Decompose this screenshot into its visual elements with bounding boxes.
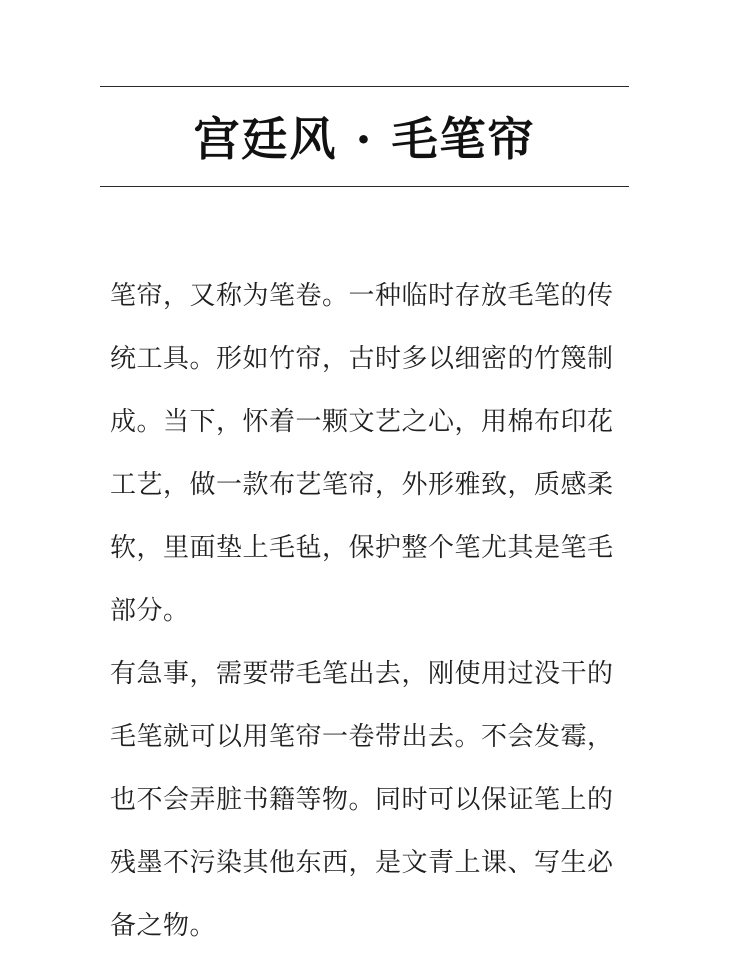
text-line: 备之物。 — [110, 911, 217, 941]
text-line: 也不会弄脏书籍等物。同时可以保证笔上的 — [110, 785, 614, 815]
text-line: 残墨不污染其他东西，是文青上课、写生必 — [110, 848, 614, 878]
paragraph — [110, 648, 630, 963]
article-body — [110, 270, 630, 963]
text-line: 有急事，需要带毛笔出去，刚使用过没干的 — [110, 659, 614, 689]
title-rule-top — [100, 86, 629, 87]
text-line: 成。当下，怀着一颗文艺之心，用棉布印花 — [110, 407, 614, 437]
text-line: 毛笔就可以用笔帘一卷带出去。不会发霉， — [110, 722, 614, 752]
text-line: 软，里面垫上毛毡，保护整个笔尤其是笔毛 — [110, 533, 614, 563]
text-line: 工艺，做一款布艺笔帘，外形雅致，质感柔 — [110, 470, 614, 500]
text-line: 部分。 — [110, 596, 190, 626]
page-title: 宫廷风 · 毛笔帘 — [193, 112, 536, 166]
paragraph — [110, 270, 630, 648]
text-line: 统工具。形如竹帘，古时多以细密的竹篾制 — [110, 344, 614, 374]
text-line: 笔帘，又称为笔卷。一种临时存放毛笔的传 — [110, 281, 614, 311]
title-rule-bottom — [100, 186, 629, 187]
